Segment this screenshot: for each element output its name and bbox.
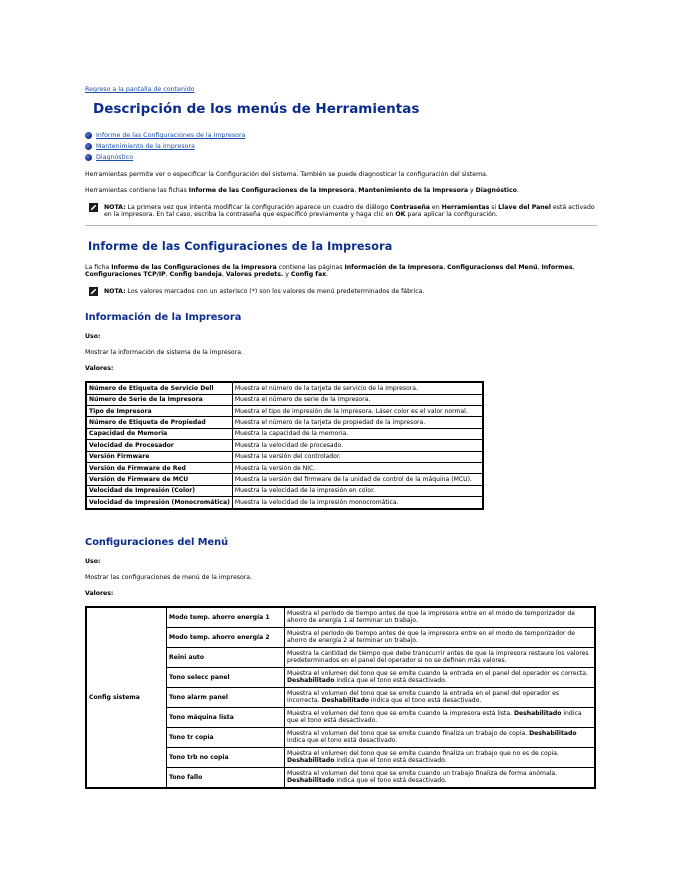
table-row bbox=[86, 497, 483, 509]
section-informe-paragraph: La ficha Informe de las Configuraciones de la Impresora contiene las páginas Información de la Impresora, Configuraciones del Menú, Informes, Configuraciones TCP/IP, Config bandeja, Valores predets. y Config fax. bbox=[85, 264, 575, 279]
table-row bbox=[86, 394, 483, 405]
toc-item bbox=[85, 130, 597, 141]
table-row bbox=[86, 451, 483, 462]
document-page bbox=[85, 86, 597, 789]
section-title-informe: Informe de las Configuraciones de la Impresora bbox=[88, 240, 393, 253]
subsection-title-menu: Configuraciones del Menú bbox=[85, 536, 229, 548]
bullet-icon bbox=[85, 132, 92, 139]
info-key-cell: Número de Etiqueta de Servicio Dell bbox=[86, 382, 232, 394]
subsection-title-info: Información de la Impresora bbox=[85, 311, 242, 323]
menu-group-cell: Config sistema bbox=[86, 607, 167, 788]
menu-desc-cell: Muestra el volumen del tono que se emite cuando finaliza un trabajo de copia. Deshabilitado indica que el tono está desactivado. bbox=[285, 727, 596, 747]
info-value-cell: Muestra la versión de NIC. bbox=[232, 462, 483, 473]
info-key-cell: Número de Serie de la Impresora bbox=[86, 394, 232, 405]
toc-link-mantenimiento[interactable]: Mantenimiento de la Impresora bbox=[96, 143, 195, 150]
bullet-icon bbox=[85, 143, 92, 150]
menu-desc-cell: Muestra el volumen del tono que se emite cuando la impresora está lista. Deshabilitado indica que el tono está desactivado. bbox=[285, 707, 596, 727]
intro-paragraph-2: Herramientas contiene las fichas Informe de las Configuraciones de la Impresora, Mantenimiento de la Impresora y Diagnóstico. bbox=[85, 187, 519, 195]
menu-key-cell: Reini auto bbox=[167, 647, 285, 667]
info-value-cell: Muestra la capacidad de la memoria. bbox=[232, 428, 483, 439]
info-value-cell: Muestra la versión del firmware de la unidad de control de la máquina (MCU). bbox=[232, 474, 483, 485]
info-value-cell: Muestra la versión del controlador. bbox=[232, 451, 483, 462]
table-row bbox=[86, 607, 595, 628]
menu-desc-cell: Muestra la cantidad de tiempo que debe transcurrir antes de que la impresora restaure los valores predeterminados en el panel del operador si no se definen más valores. bbox=[285, 647, 596, 667]
info-value-cell: Muestra el tipo de impresión de la impresora. Láser color es el valor normal. bbox=[232, 406, 483, 417]
menu-desc-cell: Muestra el período de tiempo antes de que la impresora entre en el modo de temporizador de ahorro de energía 2 al terminar un trabajo. bbox=[285, 627, 596, 647]
info-value-cell: Muestra la velocidad de la impresión en color. bbox=[232, 485, 483, 496]
bullet-icon bbox=[85, 154, 92, 161]
uso-text: Mostrar la información de sistema de la impresora. bbox=[85, 348, 244, 356]
menu-desc-cell: Muestra el volumen del tono que se emite cuando un trabajo finaliza de forma anómala. Deshabilitado indica que el tono está desactivado. bbox=[285, 767, 596, 788]
table-row bbox=[86, 406, 483, 417]
menu-desc-cell: Muestra el período de tiempo antes de que la impresora entre en el modo de temporizador de ahorro de energía 1 al terminar un trabajo. bbox=[285, 607, 596, 628]
info-value-cell: Muestra el número de la tarjeta de propiedad de la impresora. bbox=[232, 417, 483, 428]
note-password bbox=[89, 204, 597, 219]
menu-key-cell: Tono tr copia bbox=[167, 727, 285, 747]
valores-label: Valores: bbox=[85, 365, 114, 373]
info-key-cell: Número de Etiqueta de Propiedad bbox=[86, 417, 232, 428]
menu-key-cell: Modo temp. ahorro energía 2 bbox=[167, 627, 285, 647]
section-divider bbox=[85, 225, 597, 226]
table-row bbox=[86, 417, 483, 428]
menu-key-cell: Tono fallo bbox=[167, 767, 285, 788]
back-to-contents-link[interactable]: Regreso a la pantalla de contenido bbox=[85, 86, 195, 93]
menu-desc-cell: Muestra el volumen del tono que se emite cuando la entrada en el panel del operador es incorrecta. Deshabilitado indica que el tono está desactivado. bbox=[285, 687, 596, 707]
note-text: NOTA: Los valores marcados con un asterisco (*) son los valores de menú predeterminados de fábrica. bbox=[104, 287, 425, 295]
pencil-note-icon bbox=[89, 203, 98, 212]
info-key-cell: Velocidad de Procesador bbox=[86, 440, 232, 451]
valores-label: Valores: bbox=[85, 589, 114, 597]
uso-label: Uso: bbox=[85, 332, 101, 340]
table-of-contents bbox=[85, 130, 597, 163]
info-key-cell: Versión de Firmware de Red bbox=[86, 462, 232, 473]
toc-link-informe[interactable]: Informe de las Configuraciones de la Impresora bbox=[96, 132, 246, 139]
table-row bbox=[86, 485, 483, 496]
info-key-cell: Capacidad de Memoria bbox=[86, 428, 232, 439]
uso-label: Uso: bbox=[85, 557, 101, 565]
page-title: Descripción de los menús de Herramientas bbox=[93, 101, 420, 117]
info-key-cell: Velocidad de Impresión (Color) bbox=[86, 485, 232, 496]
info-value-cell: Muestra el número de la tarjeta de servicio de la impresora. bbox=[232, 382, 483, 394]
menu-key-cell: Modo temp. ahorro energía 1 bbox=[167, 607, 285, 628]
info-value-cell: Muestra la velocidad de procesado. bbox=[232, 440, 483, 451]
table-row bbox=[86, 474, 483, 485]
toc-link-diagnostico[interactable]: Diagnóstico bbox=[96, 154, 134, 161]
menu-key-cell: Tono máquina lista bbox=[167, 707, 285, 727]
table-row bbox=[86, 382, 483, 394]
info-key-cell: Versión Firmware bbox=[86, 451, 232, 462]
toc-item bbox=[85, 152, 597, 163]
menu-key-cell: Tono trb no copia bbox=[167, 747, 285, 767]
pencil-note-icon bbox=[89, 287, 98, 296]
menu-key-cell: Tono alarm panel bbox=[167, 687, 285, 707]
menu-key-cell: Tono selecc panel bbox=[167, 667, 285, 687]
note-asterisk bbox=[89, 288, 597, 296]
uso-text: Mostrar las configuraciones de menú de la impresora. bbox=[85, 573, 253, 581]
info-key-cell: Velocidad de Impresión (Monocromática) bbox=[86, 497, 232, 509]
toc-item bbox=[85, 141, 597, 152]
info-key-cell: Tipo de Impresora bbox=[86, 406, 232, 417]
info-key-cell: Versión de Firmware de MCU bbox=[86, 474, 232, 485]
table-row bbox=[86, 440, 483, 451]
info-value-cell: Muestra el número de serie de la impresora. bbox=[232, 394, 483, 405]
info-table bbox=[85, 381, 484, 509]
table-row bbox=[86, 428, 483, 439]
note-text: NOTA: La primera vez que intenta modificar la configuración aparece un cuadro de diálogo Contraseña en Herramientas si Llave del Panel está activado en la impresora. En tal caso, escriba la contraseña que especificó previamente y haga clic en OK para aplicar la configuración. bbox=[104, 203, 595, 219]
menu-table bbox=[85, 606, 596, 789]
table-row bbox=[86, 462, 483, 473]
menu-desc-cell: Muestra el volumen del tono que se emite cuando finaliza un trabajo que no es de copia. Deshabilitado indica que el tono está desactivado. bbox=[285, 747, 596, 767]
info-value-cell: Muestra la velocidad de la impresión monocromática. bbox=[232, 497, 483, 509]
menu-desc-cell: Muestra el volumen del tono que se emite cuando la entrada en el panel del operador es correcta. Deshabilitado indica que el tono está desactivado. bbox=[285, 667, 596, 687]
intro-paragraph-1: Herramientas permite ver o especificar la Configuración del sistema. También se puede diagnosticar la configuración del sistema. bbox=[85, 171, 488, 178]
